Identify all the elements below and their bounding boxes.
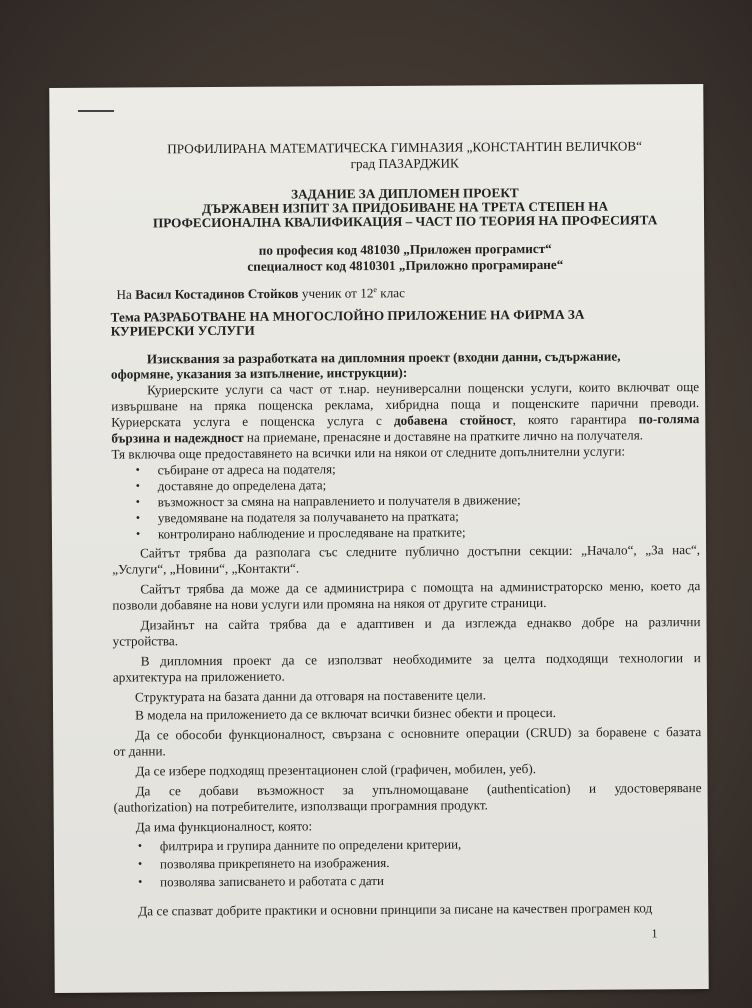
page-number: 1 — [651, 926, 658, 941]
school-city: град ПАЗАРДЖИК — [350, 155, 459, 172]
para-9: Да се избере подходящ презентационен слой (графичен, мобилен, уеб). — [135, 761, 537, 779]
requirements-heading-2: оформяне, указания за изпълнение, инструкции): — [110, 364, 408, 382]
function-item: • позволява записването и работата с дати — [160, 873, 384, 890]
profession-code: по професия код 481030 „Приложен програмист“ — [258, 240, 552, 258]
doc-title-line3: ПРОФЕСИОНАЛНА КВАЛИФИКАЦИЯ – ЧАСТ ПО ТЕОРИЯ НА ПРОФЕСИЯТА — [152, 212, 658, 231]
para-1-line-4: бързина и надеждност на приемане, пренасяне и доставяне на пратките лично на получателя. — [111, 427, 644, 446]
para-5-line-1: В дипломния проект да се използват необходимите за целта подходящи технологии и — [140, 650, 701, 669]
para-2-line-2: „Услуги“, „Новини“, „Контакти“. — [112, 560, 300, 577]
para-1-line-1: Куриерските услуги са част от т.нар. неуниверсални пощенски услуги, които включват още — [147, 379, 700, 398]
para-2-line-1: Сайтът трябва да разполага със следните публично достъпни секции: „Начало“, „За нас“, — [140, 542, 701, 561]
para-10-line-1: Да се добави възможност за упълномощаване (authentication) и удостоверяване — [135, 780, 702, 799]
topic-label: Тема — [110, 309, 141, 325]
document-page — [49, 84, 709, 993]
pen-mark — [78, 110, 114, 112]
para-5-line-2: архитектура на приложението. — [112, 668, 285, 685]
specialty-code: специалност код 4810301 „Приложно програмиране“ — [247, 256, 564, 274]
para-8-line-2: от данни. — [113, 743, 166, 759]
doc-title-line1: ЗАДАНИЕ ЗА ДИПЛОМЕН ПРОЕКТ — [291, 185, 519, 202]
para-1-line-5: Тя включва още предоставянето на всички или на някои от следните допълнителни услуги: — [111, 443, 626, 462]
student-class-word: клас — [380, 285, 406, 301]
para-10-line-2: (authorization) на потребителите, използващи програмния продукт. — [113, 797, 488, 815]
service-item: • доставяне до определена дата; — [158, 477, 327, 494]
para-1-line-2: извършване на пряка пощенска реклама, хибридна поща и пощенските парични преводи. — [111, 395, 700, 414]
function-item: • позволява прикрепянето на изображения. — [160, 855, 390, 872]
school-name: ПРОФИЛИРАНА МАТЕМАТИЧЕСКА ГИМНАЗИЯ „КОНСТАНТИН ВЕЛИЧКОВ“ — [167, 138, 643, 157]
service-item: • уведомяване на подателя за получаването на пратката; — [158, 509, 459, 527]
para-6: Структурата на базата данни да отговаря на поставените цели. — [134, 687, 487, 705]
student-line — [116, 280, 706, 303]
service-item: • контролирано наблюдение и проследяване на пратките; — [158, 524, 466, 542]
para-3-line-1: Сайтът трябва да може да се администрира с помощта на администраторско меню, което да — [140, 578, 701, 597]
student-name: Васил Костадинов Стойков — [135, 285, 299, 302]
student-class-sup: е — [373, 285, 377, 295]
student-prefix: На — [116, 286, 132, 302]
para-4-line-1: Дизайнът на сайта трябва да е адаптивен и да изглежда еднакво добре на различни — [140, 614, 701, 633]
para-7: В модела на приложението да се включат всички бизнес обекти и процеси. — [135, 704, 557, 723]
para-4-line-2: устройства. — [112, 633, 179, 649]
para-3-line-2: позволи добавяне на нови услуги или промяна на някоя от другите страници. — [112, 594, 547, 613]
function-item: • филтрира и групира данните по определени критерии, — [160, 837, 461, 855]
service-item: • събиране от адреса на подателя; — [158, 461, 336, 478]
para-11: Да има функционалност, която: — [135, 818, 313, 835]
para-1-line-3: Куриерската услуга е пощенска услуга с добавена стойност, която гарантира по-голяма — [111, 411, 700, 430]
student-class: ученик от 12 — [301, 285, 374, 301]
para-8-line-1: Да се обособи функционалност, свързана с основните операции (CRUD) за боравене с базата — [135, 724, 702, 743]
doc-title-line2: ДЪРЖАВЕН ИЗПИТ ЗА ПРИДОБИВАНЕ НА ТРЕТА СТЕПЕН НА — [201, 198, 609, 217]
topic-title-1: РАЗРАБОТВАНЕ НА МНОГОСЛОЙНО ПРИЛОЖЕНИЕ НА ФИРМА ЗА — [143, 306, 585, 325]
para-12: Да се спазват добрите практики и основни принципи за писане на качествен програмен код — [138, 900, 653, 919]
topic-title-2: КУРИЕРСКИ УСЛУГИ — [110, 322, 255, 339]
requirements-heading-1: Изисквания за разработката на дипломния проект (входни данни, съдържание, — [146, 348, 621, 367]
service-item: • възможност за смяна на направлението и получателя в движение; — [158, 492, 521, 510]
